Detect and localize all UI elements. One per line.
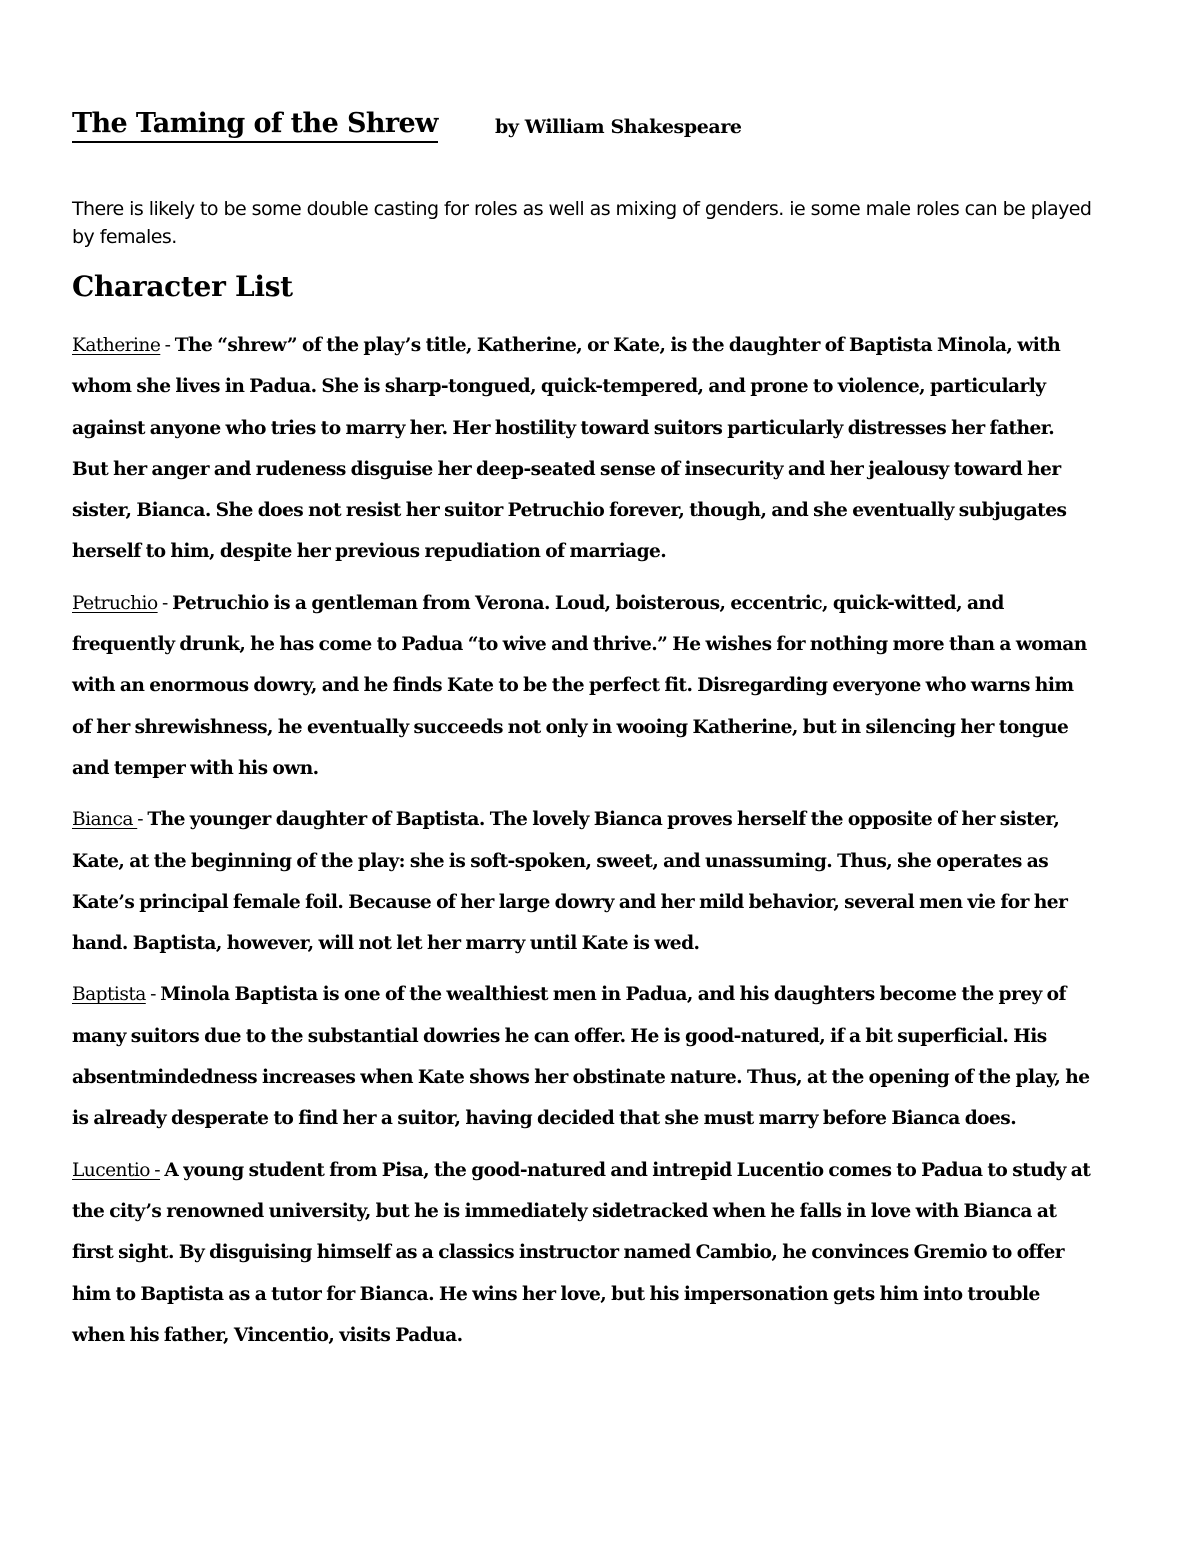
- character-separator: -: [145, 984, 161, 1006]
- character-name: Katherine: [72, 335, 161, 356]
- character-description: Petruchio is a gentleman from Verona. Loud, boisterous, eccentric, quick-witted, and frequently drunk, he has come to Padua “to wive and thrive.” He wishes for nothing more than a woman with an enormous dowry, and he finds Kate to be the perfect fit. Disregarding everyone who warns him of her shrewishness, he eventually succeeds not only in wooing Katherine, but in silencing her tongue and temper with his own.: [72, 592, 1087, 779]
- title-row: [72, 106, 1092, 150]
- character-entry-katherine: [72, 325, 1092, 573]
- document-title: [72, 106, 438, 142]
- character-separator: -: [160, 335, 175, 356]
- character-entry-lucentio: [72, 1150, 1092, 1356]
- character-entry-petruchio: [72, 583, 1092, 789]
- character-list: [72, 325, 1092, 1366]
- intro-paragraph: There is likely to be some double casting for roles as well as mixing of genders. ie some male roles can be played by females.: [72, 198, 1092, 248]
- character-entry-baptista: [72, 974, 1092, 1139]
- character-description: Minola Baptista is one of the wealthiest men in Padua, and his daughters become the prey of many suitors due to the substantial dowries he can offer. He is good-natured, if a bit superficial. His absentmindedness increases when Kate shows her obstinate nature. Thus, at the opening of the play, he is already desperate to find her a suitor, having decided that she must marry before Bianca does.: [72, 984, 1090, 1130]
- character-name: Petruchio: [72, 592, 158, 614]
- title-underline: [72, 141, 438, 143]
- character-entry-bianca: [72, 799, 1092, 964]
- character-name: Bianca: [72, 809, 138, 831]
- character-separator: -: [157, 592, 173, 614]
- character-separator: -: [137, 809, 148, 831]
- character-description: The younger daughter of Baptista. The lovely Bianca proves herself the opposite of her sister, Kate, at the beginning of the play: she is soft-spoken, sweet, and unassuming. Thus, she operates as Kate’s principal female foil. Because of her large dowry and her mild behavior, several men vie for her hand. Baptista, however, will not let her marry until Kate is wed.: [72, 809, 1068, 955]
- document-title-text: The Taming of the Shrew: [72, 108, 438, 139]
- document-author: by William Shakespeare: [495, 116, 742, 138]
- character-description: A young student from Pisa, the good-natured and intrepid Lucentio comes to Padua to study at the city’s renowned university, but he is immediately sidetracked when he falls in love with Bianca at first sight. By disguising himself as a classics instructor named Cambio, he convinces Gremio to offer him to Baptista as a tutor for Bianca. He wins her love, but his impersonation gets him into trouble when his father, Vincentio, visits Padua.: [72, 1159, 1091, 1346]
- character-name: Baptista: [72, 984, 146, 1006]
- character-name: Lucentio -: [72, 1159, 161, 1181]
- section-heading: Character List: [72, 270, 293, 303]
- character-description: The “shrew” of the play’s title, Katherine, or Kate, is the daughter of Baptista Minola, with whom she lives in Padua. She is sharp-tongued, quick-tempered, and prone to violence, particularly against anyone who tries to marry her. Her hostility toward suitors particularly distresses her father. But her anger and rudeness disguise her deep-seated sense of insecurity and her jealousy toward her sister, Bianca. She does not resist her suitor Petruchio forever, though, and she eventually subjugates herself to him, despite her previous repudiation of marriage.: [72, 335, 1067, 563]
